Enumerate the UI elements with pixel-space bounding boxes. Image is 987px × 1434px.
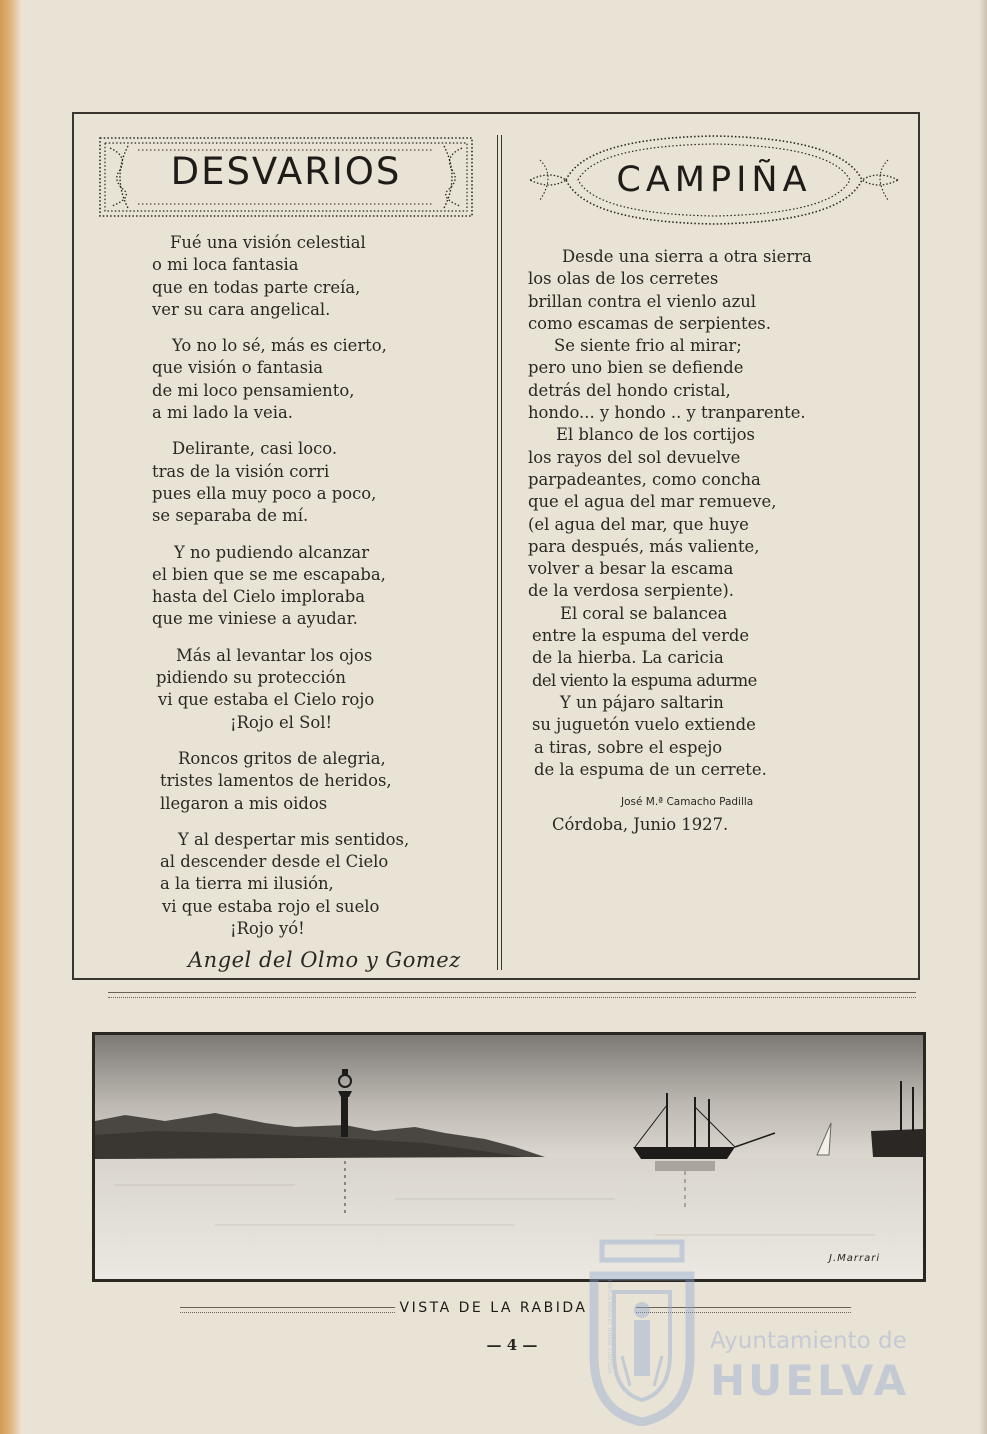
poem1-stanza (152, 438, 409, 527)
poem-line: ¡Rojo el Sol! (230, 712, 333, 732)
column-divider (497, 135, 502, 970)
poem1-body (152, 232, 409, 954)
watermark-line2: HUELVA (710, 1356, 910, 1405)
poem2-stanza (528, 335, 812, 424)
poem-line: como escamas de serpientes. (528, 313, 771, 333)
poem-line: Delirante, casi loco. (172, 439, 338, 459)
poem-line: Se siente frio al mirar; (554, 336, 742, 356)
poem-line: el bien que se me escapaba, (152, 564, 386, 584)
poem-line: El blanco de los cortijos (556, 425, 755, 445)
poem-line: de la hierba. La caricia (532, 648, 724, 668)
poem-line: se separaba de mí. (152, 506, 309, 526)
poem2-title: CAMPIÑA (616, 160, 812, 200)
poem-line: (el agua del mar, que huye (528, 514, 749, 534)
desvarios-title-cartouche (98, 136, 474, 218)
poem-line: a mi lado la veia. (152, 403, 293, 423)
poem-line: Y no pudiendo alcanzar (174, 542, 370, 562)
page-edge-right (979, 0, 987, 1434)
poem2-stanza (528, 246, 812, 335)
poem-line: a la tierra mi ilusión, (160, 874, 334, 894)
poem-line: o mi loca fantasia (152, 255, 299, 275)
poem-line: de mi loco pensamiento, (152, 380, 355, 400)
poem-line: volver a besar la escama (528, 559, 734, 579)
poem-line: vi que estaba rojo el suelo (162, 896, 380, 916)
poem1-stanza (152, 748, 409, 815)
poem-line: detrás del hondo cristal, (528, 380, 731, 400)
poem-line: Roncos gritos de alegria, (178, 748, 386, 768)
poem1-stanza (152, 232, 409, 321)
poem-line: entre la espuma del verde (532, 626, 750, 646)
poem-line: parpadeantes, como concha (528, 469, 761, 489)
poem-line: para después, más valiente, (528, 536, 760, 556)
poem-line: pero uno bien se defiende (528, 358, 744, 378)
poem-line: que el agua del mar remueve, (528, 492, 777, 512)
poem2-stanza (528, 692, 812, 781)
poem1-stanza (152, 542, 409, 631)
poem-line: los rayos del sol devuelve (528, 447, 741, 467)
poem-line: ver su cara angelical. (152, 299, 331, 319)
poem-line: Más al levantar los ojos (176, 645, 373, 665)
poem-line: Desde una sierra a otra sierra (562, 247, 812, 266)
poem-line: Y un pájaro saltarin (560, 692, 724, 712)
poem-line: ¡Rojo yó! (230, 919, 305, 939)
huelva-watermark (582, 1236, 912, 1426)
poem1-stanza (152, 829, 409, 940)
poem-line: a tiras, sobre el espejo (534, 737, 723, 757)
poem-line: tristes lamentos de heridos, (160, 771, 392, 791)
poem1-stanza (152, 645, 409, 734)
poem-line: tras de la visión corri (152, 461, 330, 481)
page-number: — 4 — (486, 1336, 538, 1354)
poem-line: Fué una visión celestial (170, 233, 366, 252)
poem1-title: DESVARIOS (170, 150, 402, 193)
poem1-stanza (152, 335, 409, 424)
poem-line: de la espuma de un cerrete. (534, 759, 767, 779)
poem-line: pidiendo su protección (156, 668, 346, 688)
coat-of-arms-icon (582, 1236, 702, 1426)
poem2-body (528, 246, 812, 781)
poem-line: hasta del Cielo imploraba (152, 587, 366, 607)
poem-line: al descender desde el Cielo (160, 852, 389, 872)
poem-line: Yo no lo sé, más es cierto, (172, 336, 387, 356)
poem2-author: José M.ª Camacho Padilla (621, 796, 754, 808)
poem-line: que me viniese a ayudar. (152, 609, 358, 629)
poem-line: El coral se balancea (560, 603, 728, 623)
poem2-place-date: Córdoba, Junio 1927. (552, 815, 729, 834)
poem-line: que en todas parte creía, (152, 277, 361, 297)
seal-text: PORTUS MARIS ET TERRAE CUSTODIA (606, 1280, 612, 1374)
poem-line: hondo... y hondo .. y tranparente. (528, 403, 806, 423)
poem-line: de la verdosa serpiente). (528, 581, 735, 601)
page-edge-left (0, 0, 22, 1434)
poem-line: del viento la espuma adurme (532, 670, 757, 690)
poem2-stanza (528, 424, 812, 602)
watermark-line1: Ayuntamiento de (710, 1328, 907, 1354)
poem-line: brillan contra el vienlo azul (528, 291, 757, 311)
poem-line: los olas de los cerretes (528, 269, 719, 289)
poem-line: pues ella muy poco a poco, (152, 483, 377, 503)
poem-line: llegaron a mis oidos (160, 793, 328, 813)
campina-title-cartouche (526, 130, 902, 230)
poem-line: que visión o fantasia (152, 358, 324, 378)
artist-signature: J.Marrari (829, 1253, 881, 1264)
illustration-caption: VISTA DE LA RABIDA (399, 1300, 588, 1316)
poem-line: su juguetón vuelo extiende (532, 715, 756, 735)
poem-line: vi que estaba el Cielo rojo (158, 690, 375, 710)
poem1-author: Angel del Olmo y Gomez (188, 948, 461, 972)
poem-line: Y al despertar mis sentidos, (178, 829, 410, 849)
poem2-stanza (528, 603, 812, 692)
section-separator (108, 992, 916, 998)
